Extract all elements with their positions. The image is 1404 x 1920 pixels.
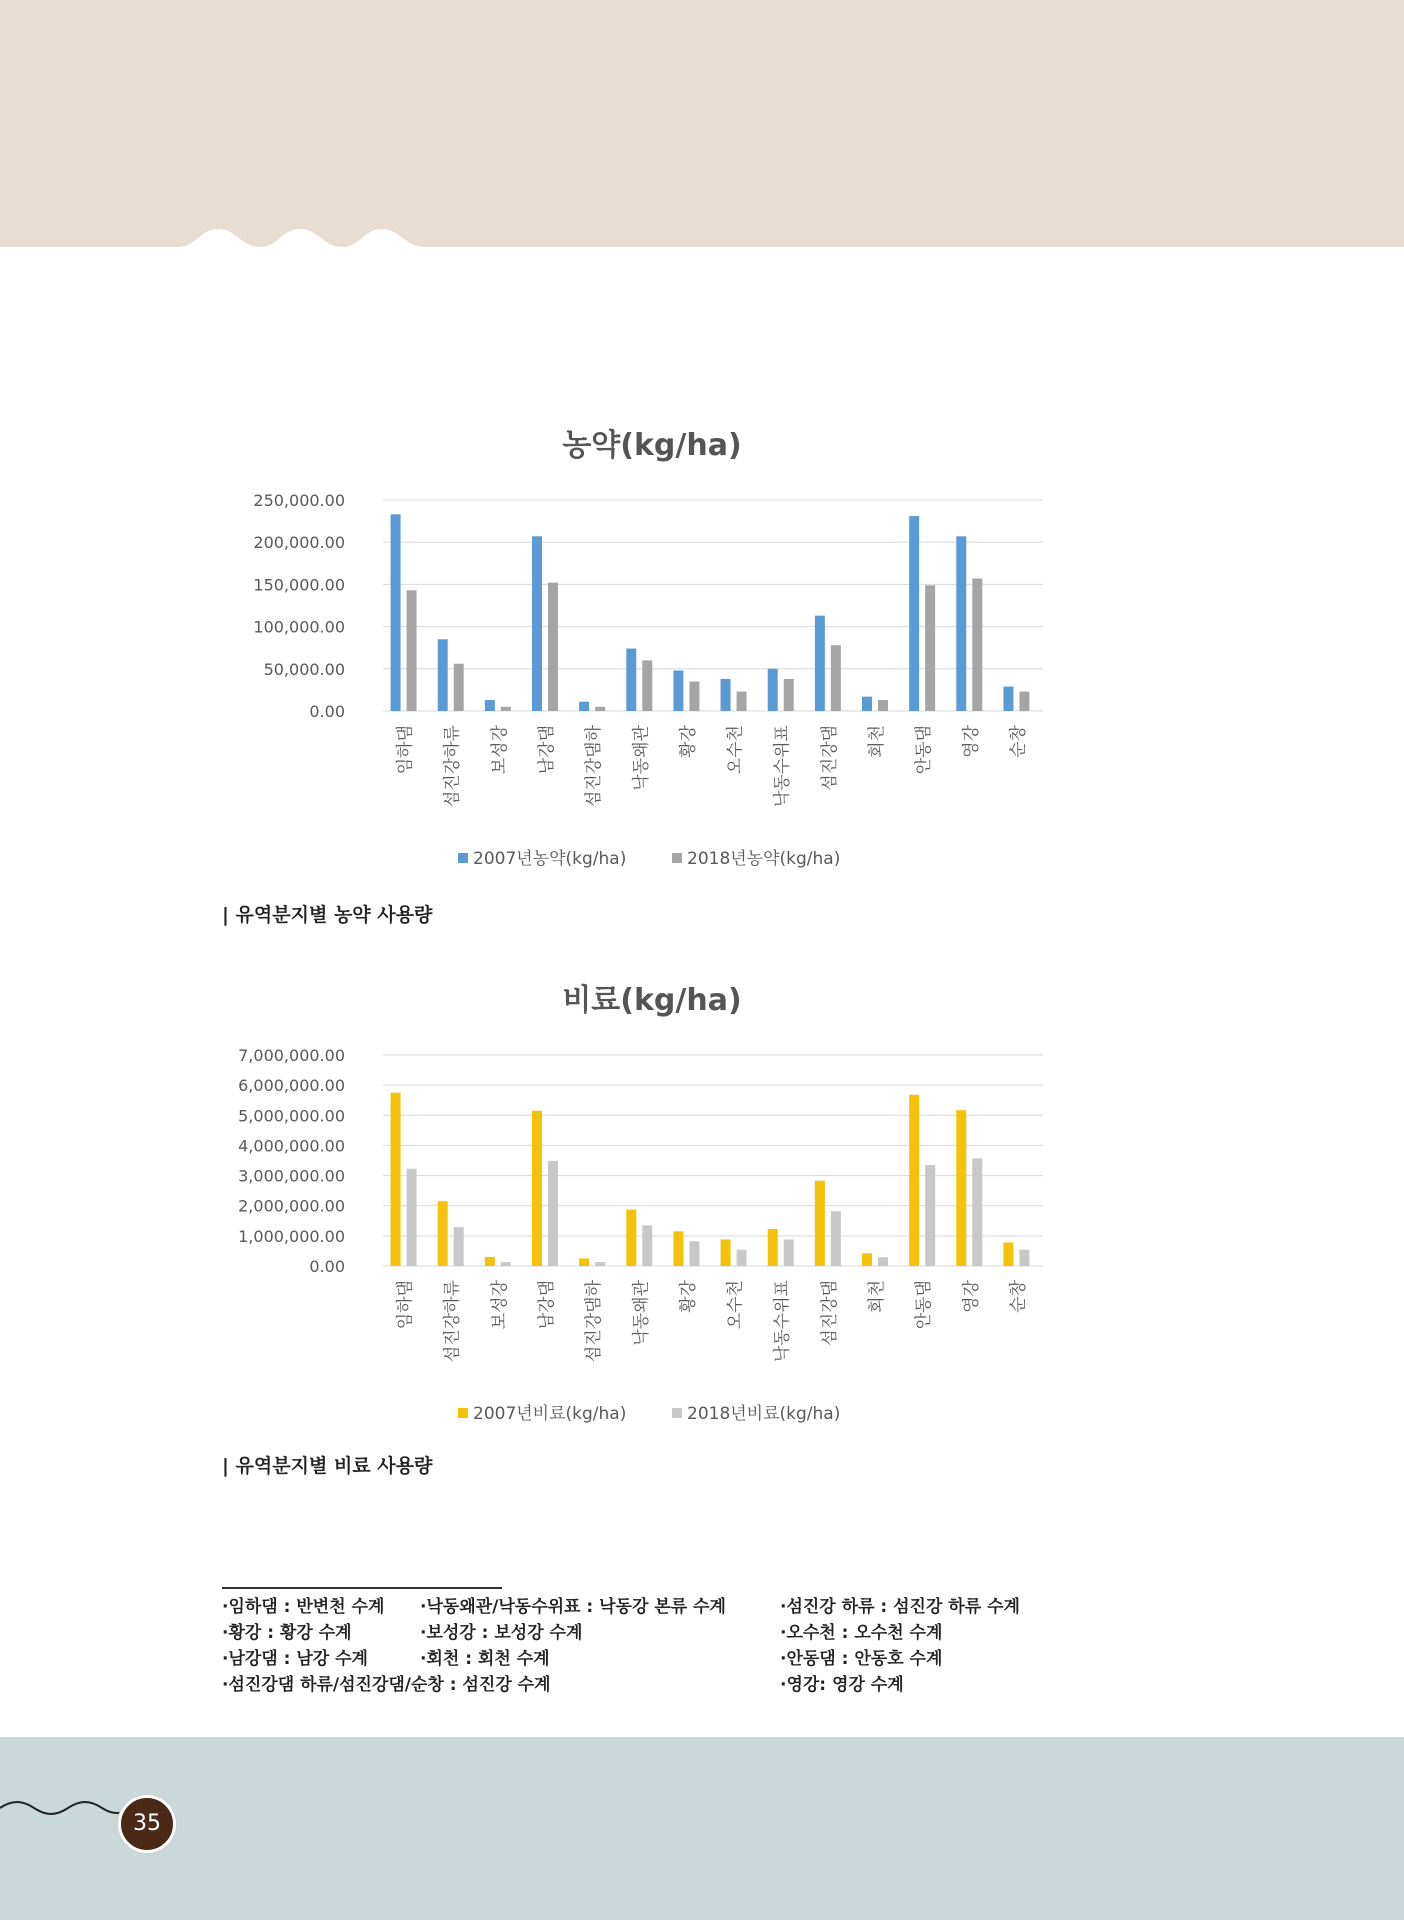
bar [689, 681, 699, 711]
fertilizer-chart-caption: | 유역분지별 비료 사용량 [222, 1455, 433, 1477]
y-tick-label: 50,000.00 [263, 659, 345, 679]
legend-label: 2007년비료(kg/ha) [473, 1404, 627, 1424]
bar [862, 1253, 872, 1266]
pesticide-chart [0, 400, 1404, 890]
x-tick-label: 영강 [961, 725, 982, 758]
bar [501, 1262, 511, 1266]
y-tick-label: 1,000,000.00 [238, 1226, 345, 1246]
y-tick-label: 150,000.00 [253, 575, 345, 595]
bar [407, 1169, 417, 1266]
bar [925, 1165, 935, 1266]
bar [956, 536, 966, 711]
footnote-item: ·임하댐 : 반변천 수계 [222, 1597, 385, 1617]
pesticide-chart-caption: | 유역분지별 농약 사용량 [222, 904, 433, 926]
bar [1019, 1250, 1029, 1266]
bar [595, 707, 605, 711]
legend-label: 2018년비료(kg/ha) [687, 1404, 841, 1424]
x-tick-label: 황강 [678, 1280, 699, 1313]
x-tick-label: 오수천 [725, 1280, 746, 1330]
x-tick-label: 낙동왜관 [631, 725, 652, 791]
bar [909, 1095, 919, 1266]
legend-swatch [458, 1408, 468, 1418]
bar [438, 1201, 448, 1266]
x-tick-label: 낙동수위표 [772, 725, 793, 808]
bar [721, 679, 731, 711]
bar [673, 1231, 683, 1266]
footnote-item: ·영강: 영강 수계 [780, 1675, 904, 1695]
top-decorative-band [0, 0, 1404, 250]
footnote-item: ·회천 : 회천 수계 [420, 1649, 550, 1669]
x-tick-label: 임하댐 [395, 725, 416, 775]
bar [579, 702, 589, 711]
x-tick-label: 안동댐 [914, 725, 935, 775]
x-tick-label: 남강댐 [537, 725, 557, 775]
x-tick-label: 섬진강하류 [442, 725, 463, 808]
bar [454, 664, 464, 711]
y-tick-label: 7,000,000.00 [238, 1046, 345, 1065]
x-tick-label: 임하댐 [395, 1280, 416, 1330]
bottom-decorative-band [0, 1737, 1404, 1920]
x-tick-label: 섬진강댐하 [584, 725, 605, 808]
bar [626, 649, 636, 711]
x-tick-label: 보성강 [489, 1280, 510, 1330]
x-tick-label: 순창 [1008, 725, 1029, 758]
bar [438, 639, 448, 711]
x-tick-label: 남강댐 [537, 1280, 557, 1330]
bar [831, 1211, 841, 1266]
x-tick-label: 황강 [678, 725, 699, 758]
y-tick-label: 6,000,000.00 [238, 1076, 345, 1096]
bar [831, 645, 841, 711]
x-tick-label: 섬진강댐하 [584, 1280, 605, 1363]
bar [925, 585, 935, 711]
bar [784, 679, 794, 711]
footnote-item: ·오수천 : 오수천 수계 [780, 1623, 943, 1643]
bar [909, 516, 919, 711]
bar [501, 707, 511, 711]
bar [391, 514, 401, 711]
footnote-divider [222, 1587, 502, 1589]
bar [721, 1239, 731, 1266]
x-tick-label: 오수천 [725, 725, 746, 775]
x-tick-label: 섬진강댐 [819, 725, 840, 791]
y-tick-label: 2,000,000.00 [238, 1196, 345, 1216]
bar [689, 1241, 699, 1266]
x-tick-label: 회천 [867, 1280, 887, 1313]
bar [737, 1250, 747, 1266]
legend-swatch [458, 853, 468, 863]
footnote-item: ·황강 : 황강 수계 [222, 1623, 352, 1643]
bar [407, 590, 417, 711]
bar [878, 1257, 888, 1266]
bar [642, 660, 652, 711]
chart-title: 농약(kg/ha) [562, 428, 742, 463]
bar [737, 692, 747, 711]
bar [548, 1161, 558, 1266]
x-tick-label: 보성강 [489, 725, 510, 775]
bar [1019, 692, 1029, 711]
bar [548, 583, 558, 711]
bar [454, 1227, 464, 1266]
y-tick-label: 5,000,000.00 [238, 1106, 345, 1126]
bar [485, 700, 495, 711]
footnote-item: ·낙동왜관/낙동수위표 : 낙동강 본류 수계 [420, 1597, 726, 1617]
fertilizer-chart [0, 955, 1404, 1445]
y-tick-label: 200,000.00 [253, 533, 345, 553]
bar [956, 1110, 966, 1266]
bar [784, 1239, 794, 1266]
bar [815, 1181, 825, 1266]
page-number: 35 [118, 1795, 176, 1853]
y-tick-label: 0.00 [309, 702, 345, 721]
bar [532, 1111, 542, 1266]
bar [815, 616, 825, 711]
legend-label: 2007년농약(kg/ha) [473, 849, 627, 869]
y-tick-label: 3,000,000.00 [238, 1166, 345, 1186]
x-tick-label: 안동댐 [914, 1280, 935, 1330]
bar [878, 700, 888, 711]
bar [972, 1158, 982, 1266]
legend-swatch [672, 1408, 682, 1418]
x-tick-label: 섬진강하류 [442, 1280, 463, 1363]
footnote-item: ·안동댐 : 안동호 수계 [780, 1649, 943, 1669]
bar [768, 669, 778, 711]
y-tick-label: 0.00 [309, 1257, 345, 1276]
x-tick-label: 회천 [867, 725, 887, 758]
x-tick-label: 순창 [1008, 1280, 1029, 1313]
bar [532, 536, 542, 711]
bar [485, 1257, 495, 1266]
bar [626, 1210, 636, 1266]
bar [862, 697, 872, 711]
y-tick-label: 250,000.00 [253, 491, 345, 510]
bar [579, 1258, 589, 1266]
footnote-item: ·섬진강댐 하류/섬진강댐/순창 : 섬진강 수계 [222, 1675, 551, 1695]
footnote-item: ·보성강 : 보성강 수계 [420, 1623, 583, 1643]
x-tick-label: 영강 [961, 1280, 982, 1313]
wave-line-decoration [0, 1790, 130, 1830]
bar [1003, 687, 1013, 711]
footnotes [222, 1592, 1222, 1702]
bar [673, 670, 683, 711]
chart-title: 비료(kg/ha) [562, 983, 742, 1018]
x-tick-label: 낙동수위표 [772, 1280, 793, 1363]
legend-label: 2018년농약(kg/ha) [687, 849, 841, 869]
bar [1003, 1242, 1013, 1266]
legend-swatch [672, 853, 682, 863]
footnote-item: ·섬진강 하류 : 섬진강 하류 수계 [780, 1597, 1020, 1617]
x-tick-label: 낙동왜관 [631, 1280, 652, 1346]
footnote-item: ·남강댐 : 남강 수계 [222, 1649, 368, 1669]
bar [972, 578, 982, 711]
bar [595, 1262, 605, 1266]
bar [768, 1229, 778, 1266]
y-tick-label: 4,000,000.00 [238, 1136, 345, 1156]
bar [391, 1093, 401, 1266]
x-tick-label: 섬진강댐 [819, 1280, 840, 1346]
y-tick-label: 100,000.00 [253, 617, 345, 637]
bar [642, 1225, 652, 1266]
